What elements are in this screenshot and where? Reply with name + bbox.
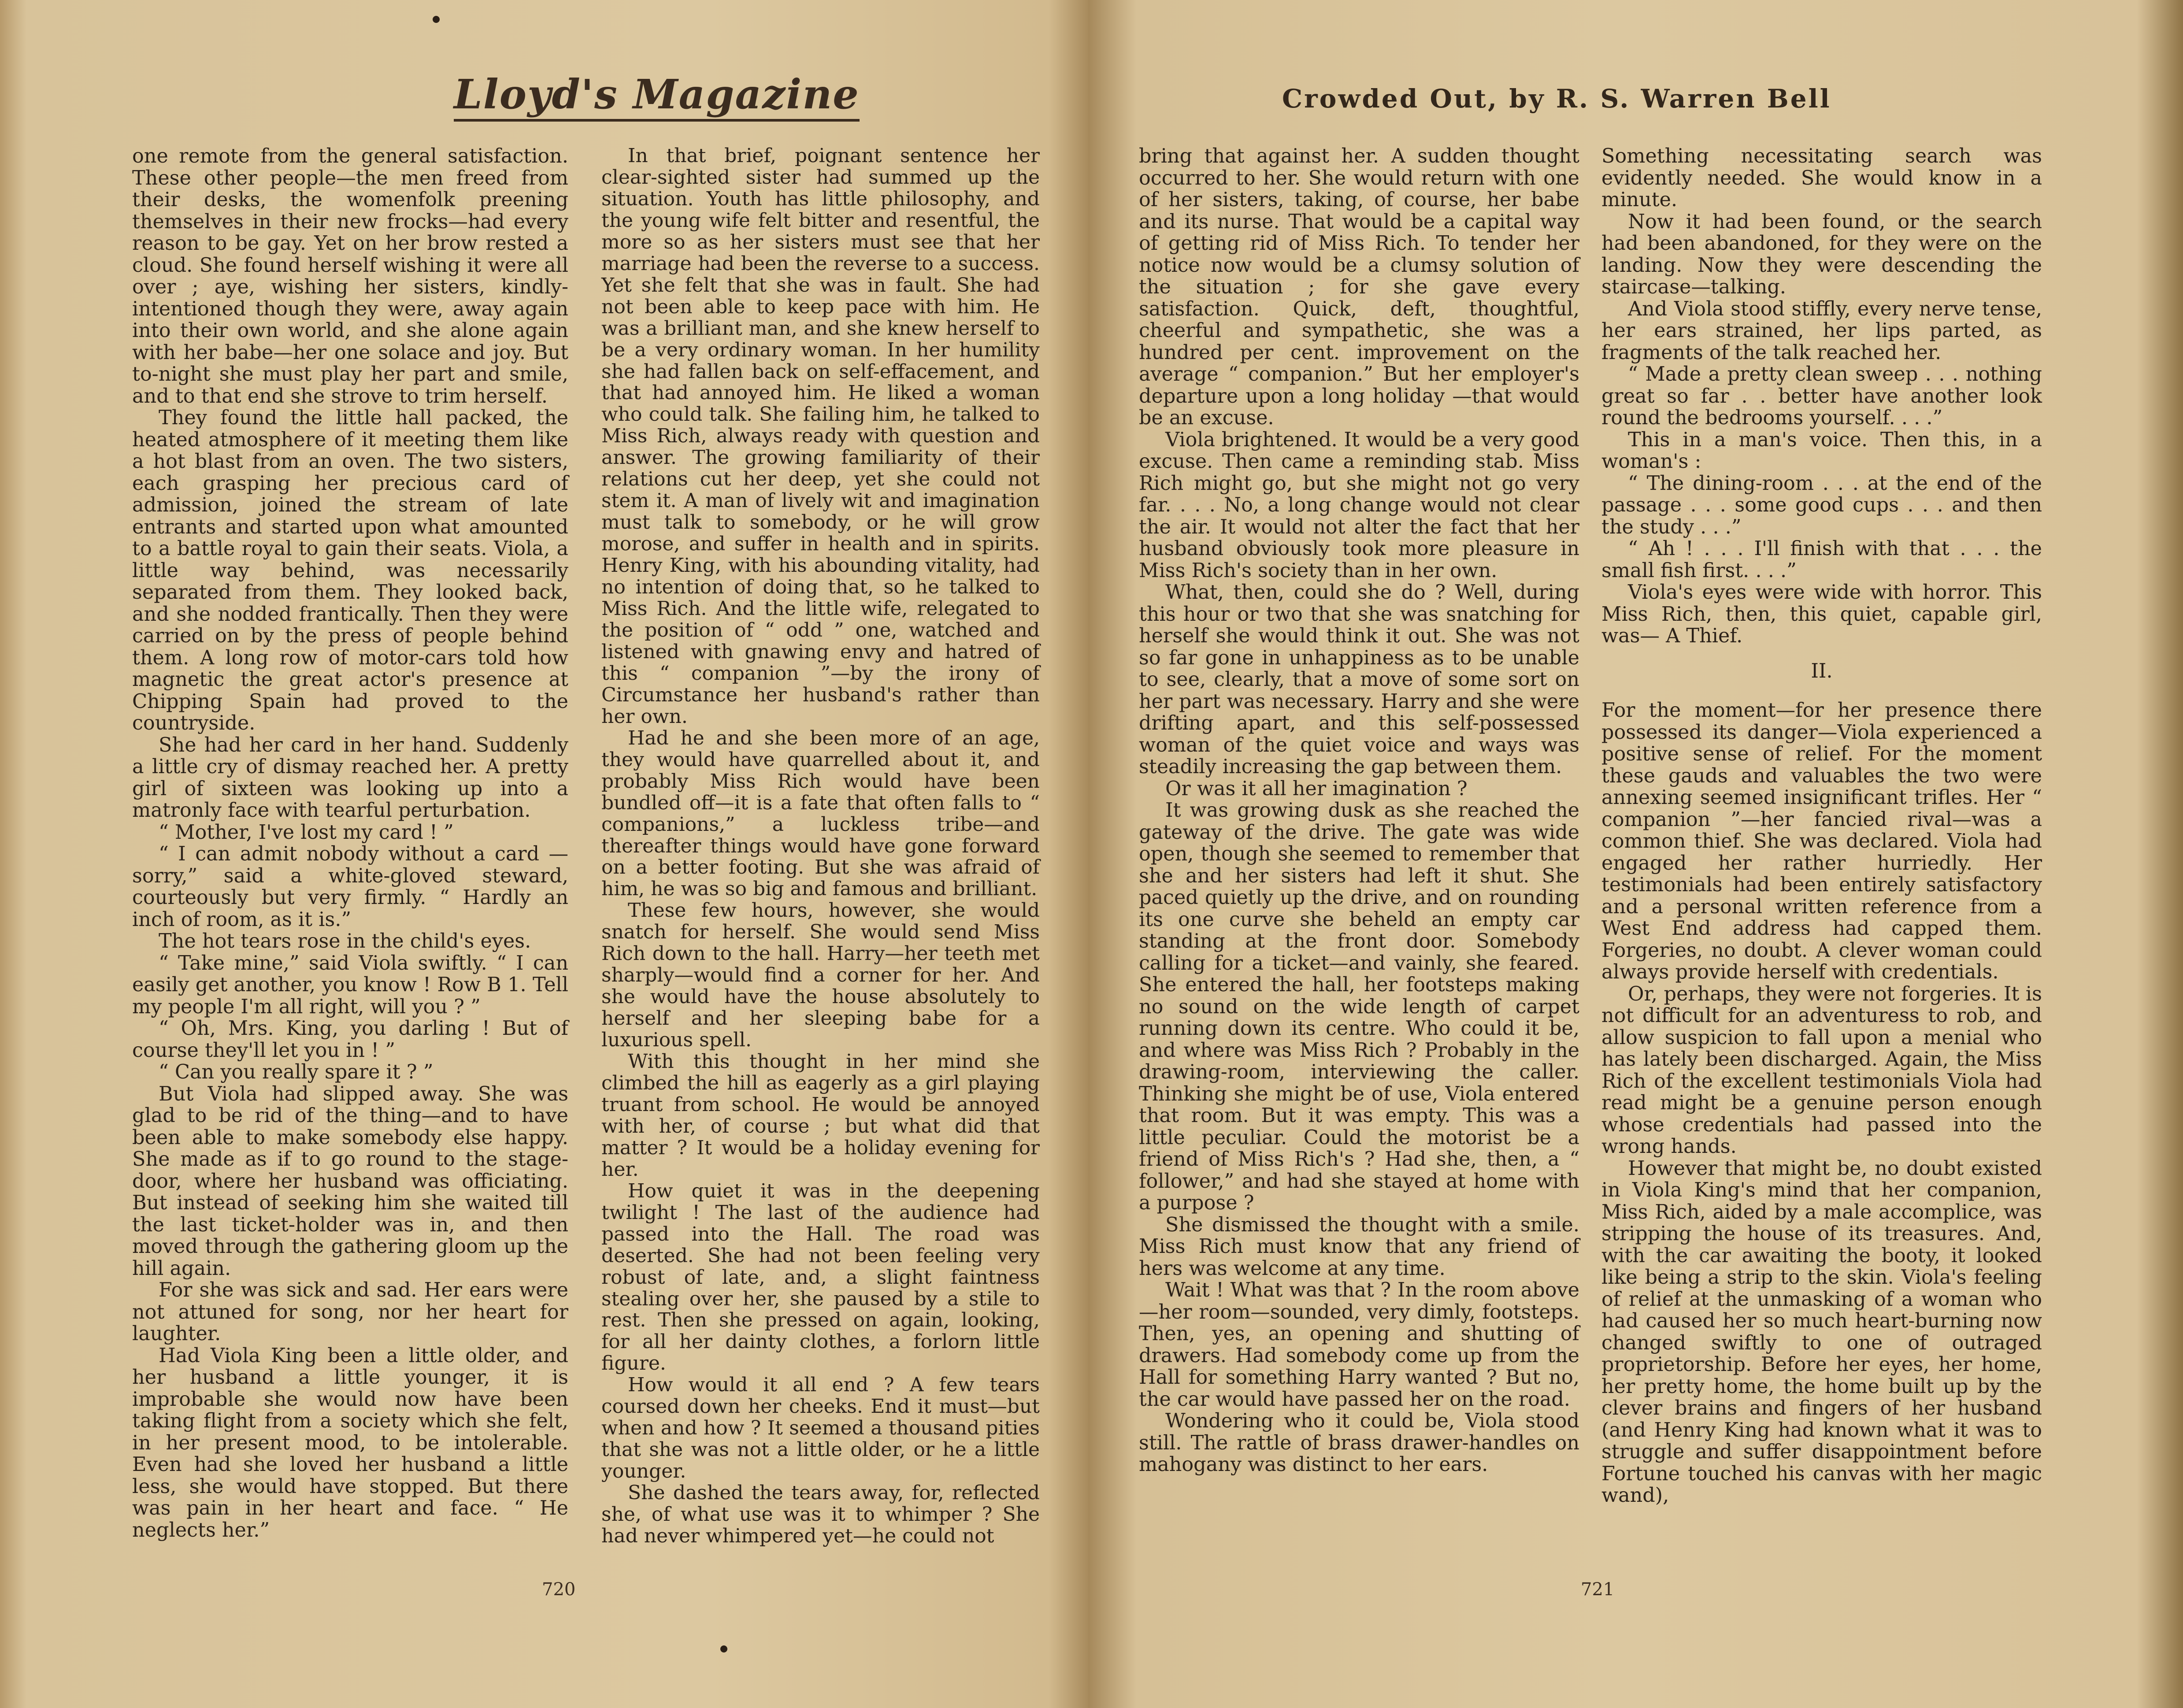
paragraph: Wondering who it could be, Viola stood still. The rattle of brass drawer-handles on mahogany was distinct to her ears. (1139, 1410, 1579, 1476)
right-page (1088, 0, 2183, 1708)
paragraph: In that brief, poignant sentence her clear-sighted sister had summed up the situation. Youth has little philosophy, and the young wife felt bitter and resentful, the more so as her sisters must see that her marriage had been the reverse to a success. Yet she felt that she was in fault. She had not been able to keep pace with him. He was a brilliant man, and she knew herself to be a very ordinary woman. In her humility she had fallen back on self-effacement, and that had annoyed him. He liked a woman who could talk. She failing him, he talked to Miss Rich, always ready with question and answer. The growing familiarity of their relations cut her deep, yet she could not stem it. A man of lively wit and imagination must talk to somebody, or he will grow morose, and suffer in health and in spirits. Henry King, with his abounding vitality, had no intention of doing that, so he talked to Miss Rich. And the little wife, relegated to the position of “ odd ” one, watched and listened with gnawing envy and hatred of this “ companion ”—by the irony of Circumstance her husband's rather than her own. (601, 144, 1040, 728)
running-title: Crowded Out, by R. S. Warren Bell (1282, 84, 1831, 114)
paragraph: “ Ah ! . . . I'll finish with that . . . the small fish first. . . .” (1601, 537, 2042, 582)
paragraph: How quiet it was in the deepening twilight ! The last of the audience had passed into the Hall. The road was deserted. She had not been feeling very robust of late, and, a slight faintness stealing over her, she paused by a stile to rest. Then she pressed on again, looking, for all her dainty clothes, a forlorn little figure. (601, 1179, 1040, 1375)
paragraph: Had Viola King been a little older, and her husband a little younger, it is improbable she would now have been taking flight from a society which she felt, in her present mood, to be intolerable. Even had she loved her husband a little less, she would have stopped. But there was pain in her heart and face. “ He neglects her.” (132, 1344, 568, 1541)
paragraph: “ Oh, Mrs. King, you darling ! But of course they'll let you in ! ” (132, 1017, 568, 1062)
paragraph: It was growing dusk as she reached the gateway of the drive. The gate was wide open, though she seemed to remember that she and her sisters had left it shut. She paced quietly up the drive, and on rounding its one curve she beheld an empty car standing at the front door. Somebody calling for a ticket—and vainly, she feared. She entered the hall, her footsteps making no sound on the wide length of carpet running down its centre. Who could it be, and where was Miss Rich ? Probably in the drawing-room, interviewing the caller. Thinking she might be of use, Viola entered that room. But it was empty. This was a little peculiar. Could the motorist be a friend of Miss Rich's ? Had she, then, a “ follower,” and had she stayed at home with a purpose ? (1139, 799, 1579, 1214)
paragraph: For the moment—for her presence there possessed its danger—Viola experienced a positive sense of relief. For the moment these gauds and valuables the two were annexing seemed insignificant trifles. Her “ companion ”—her fancied rival—was a common thief. She was declared. Viola had engaged her rather hurriedly. Her testimonials had been entirely satisfactory and a personal written reference from a West End address had capped them. Forgeries, no doubt. A clever woman could always provide herself with credentials. (1601, 699, 2042, 983)
paragraph: “ I can admit nobody without a card —sorry,” said a white-gloved steward, courteously but very firmly. “ Hardly an inch of room, as it is.” (132, 843, 568, 931)
right-column-1 (1139, 145, 1579, 1476)
paragraph: “ The dining-room . . . at the end of the passage . . . some good cups . . . and then the study . . .” (1601, 472, 2042, 538)
paragraph: Or was it all her imagination ? (1165, 777, 1468, 800)
left-page (0, 0, 1088, 1708)
paragraph: These few hours, however, she would snatch for herself. She would send Miss Rich down to the hall. Harry—her teeth met sharply—would find a corner for her. And she would have the house absolutely to herself and her sleeping babe for a luxurious spell. (601, 899, 1040, 1052)
paragraph: However that might be, no doubt existed in Viola King's mind that her companion, Miss Rich, aided by a male accomplice, was stripping the house of its treasures. And, with the car awaiting the booty, it looked like being a strip to the skin. Viola's feeling of relief at the unmasking of a woman who had caused her so much heart-burning now changed swiftly to one of outraged proprietorship. Before her eyes, her home, her pretty home, the home built up by the clever brains and fingers of her husband (and Henry King had known what it was to struggle and suffer disappointment before Fortune touched his canvas with her magic wand), (1601, 1157, 2042, 1507)
paragraph: The hot tears rose in the child's eyes. (159, 930, 531, 952)
paragraph: With this thought in her mind she climbed the hill as eagerly as a girl playing truant from school. He would be annoyed with her, of course ; but what did that matter ? It would be a holiday evening for her. (601, 1050, 1040, 1181)
paragraph: What, then, could she do ? Well, during this hour or two that she was snatching for herself she would think it out. She was not so far gone in unhappiness as to be unable to see, clearly, that a move of some sort on her part was necessary. Harry and she were drifting apart, and this self-possessed woman of the quiet voice and ways was steadily increasing the gap between them. (1139, 581, 1579, 778)
paragraph: For she was sick and sad. Her ears were not attuned for song, nor her heart for laughter. (132, 1279, 568, 1345)
page-number: 721 (1581, 1579, 1615, 1600)
paragraph: She had her card in her hand. Suddenly a little cry of dismay reached her. A pretty girl of sixteen was looking up into a matronly face with tearful perturbation. (132, 734, 568, 822)
paragraph: “ Can you really spare it ? ” (159, 1061, 434, 1083)
right-column-2 (1601, 145, 2042, 1507)
left-column-1 (132, 145, 568, 1541)
paragraph: “ Take mine,” said Viola swiftly. “ I can easily get another, you know ! Row B 1. Tell my people I'm all right, will you ? ” (132, 952, 568, 1018)
paragraph: Viola brightened. It would be a very good excuse. Then came a reminding stab. Miss Rich might go, but she might not go very far. . . . No, a long change would not clear the air. It would not alter the fact that her husband obviously took more pleasure in Miss Rich's society than in her own. (1139, 428, 1579, 582)
paragraph: She dismissed the thought with a smile. Miss Rich must know that any friend of hers was welcome at any time. (1139, 1213, 1579, 1280)
paragraph: And Viola stood stiffly, every nerve tense, her ears strained, her lips parted, as fragments of the talk reached her. (1601, 297, 2042, 364)
magazine-masthead: Lloyd's Magazine (454, 70, 860, 122)
paragraph: Had he and she been more of an age, they would have quarrelled about it, and probably Miss Rich would have been bundled off—it is a fate that often falls to “ companions,” a luckless tribe—and thereafter things would have gone forward on a better footing. But she was afraid of him, he was so big and famous and brilliant. (601, 726, 1040, 900)
paragraph: They found the little hall packed, the heated atmosphere of it meeting them like a hot blast from an oven. The two sisters, each grasping her precious card of admission, joined the stream of late entrants and started upon what amounted to a battle royal to gain their seats. Viola, a little way behind, was necessarily separated from them. They looked back, and she nodded frantically. Then they were carried on by the press of people behind them. A long row of motor-cars told how magnetic the great actor's presence at Chipping Spain had proved to the countryside. (132, 407, 568, 734)
paragraph: She dashed the tears away, for, reflected she, of what use was it to whimper ? She had never whimpered yet—he could not (601, 1482, 1040, 1547)
binding-mark (720, 1645, 727, 1652)
paragraph: bring that against her. A sudden thought occurred to her. She would return with one of her sisters, taking, of course, her babe and its nurse. That would be a capital way of getting rid of Miss Rich. To tender her notice now would be a clumsy solution of the situation ; for she gave every satisfaction. Quick, deft, thoughtful, cheerful and sympathetic, she was a hundred per cent. improvement on the average “ companion.” But her employer's departure upon a long holiday —that would be an excuse. (1139, 145, 1579, 429)
paragraph: But Viola had slipped away. She was glad to be rid of the thing—and to have been able to make somebody else happy. She made as if to go round to the stage-door, where her husband was officiating. But instead of seeking him she waited till the last ticket-holder was in, and then moved through the gathering gloom up the hill again. (132, 1082, 568, 1280)
section-heading: II. (1811, 659, 1833, 682)
paragraph: Something necessitating search was evidently needed. She would know in a minute. (1601, 145, 2042, 211)
page-number: 720 (542, 1579, 576, 1600)
paragraph: one remote from the general satisfaction. These other people—the men freed from their desks, the womenfolk preening themselves in their new frocks—had every reason to be gay. Yet on her brow rested a cloud. She found herself wishing it were all over ; aye, wishing her sisters, kindly-intentioned though they were, away again into their own world, and she alone again with her babe—her one solace and joy. But to-night she must play her part and smile, and to that end she strove to trim herself. (132, 145, 568, 408)
paragraph: This in a man's voice. Then this, in a woman's : (1601, 428, 2042, 473)
paragraph: Or, perhaps, they were not forgeries. It is not difficult for an adventuress to rob, and allow suspicion to fall upon a menial who has lately been discharged. Again, the Miss Rich of the excellent testimonials Viola had read might be a genuine person enough whose credentials had passed into the wrong hands. (1601, 982, 2042, 1158)
paragraph: Viola's eyes were wide with horror. This Miss Rich, then, this quiet, capable girl, was— A Thief. (1601, 581, 2042, 647)
left-column-2 (601, 145, 1040, 1547)
paragraph: Wait ! What was that ? In the room above—her room—sounded, very dimly, footsteps. Then, yes, an opening and shutting of drawers. Had somebody come up from the Hall for something Harry wanted ? But no, the car would have passed her on the road. (1139, 1279, 1579, 1411)
paragraph: “ Made a pretty clean sweep . . . nothing great so far . . better have another look round the bedrooms yourself. . . .” (1601, 363, 2042, 429)
paragraph: Now it had been found, or the search had been abandoned, for they were on the landing. Now they were descending the staircase—talking. (1601, 210, 2042, 298)
paragraph: “ Mother, I've lost my card ! ” (159, 821, 454, 844)
paragraph: How would it all end ? A few tears coursed down her cheeks. End it must—but when and how ? It seemed a thousand pities that she was not a little older, or he a little younger. (601, 1374, 1040, 1483)
binding-mark (433, 16, 440, 23)
